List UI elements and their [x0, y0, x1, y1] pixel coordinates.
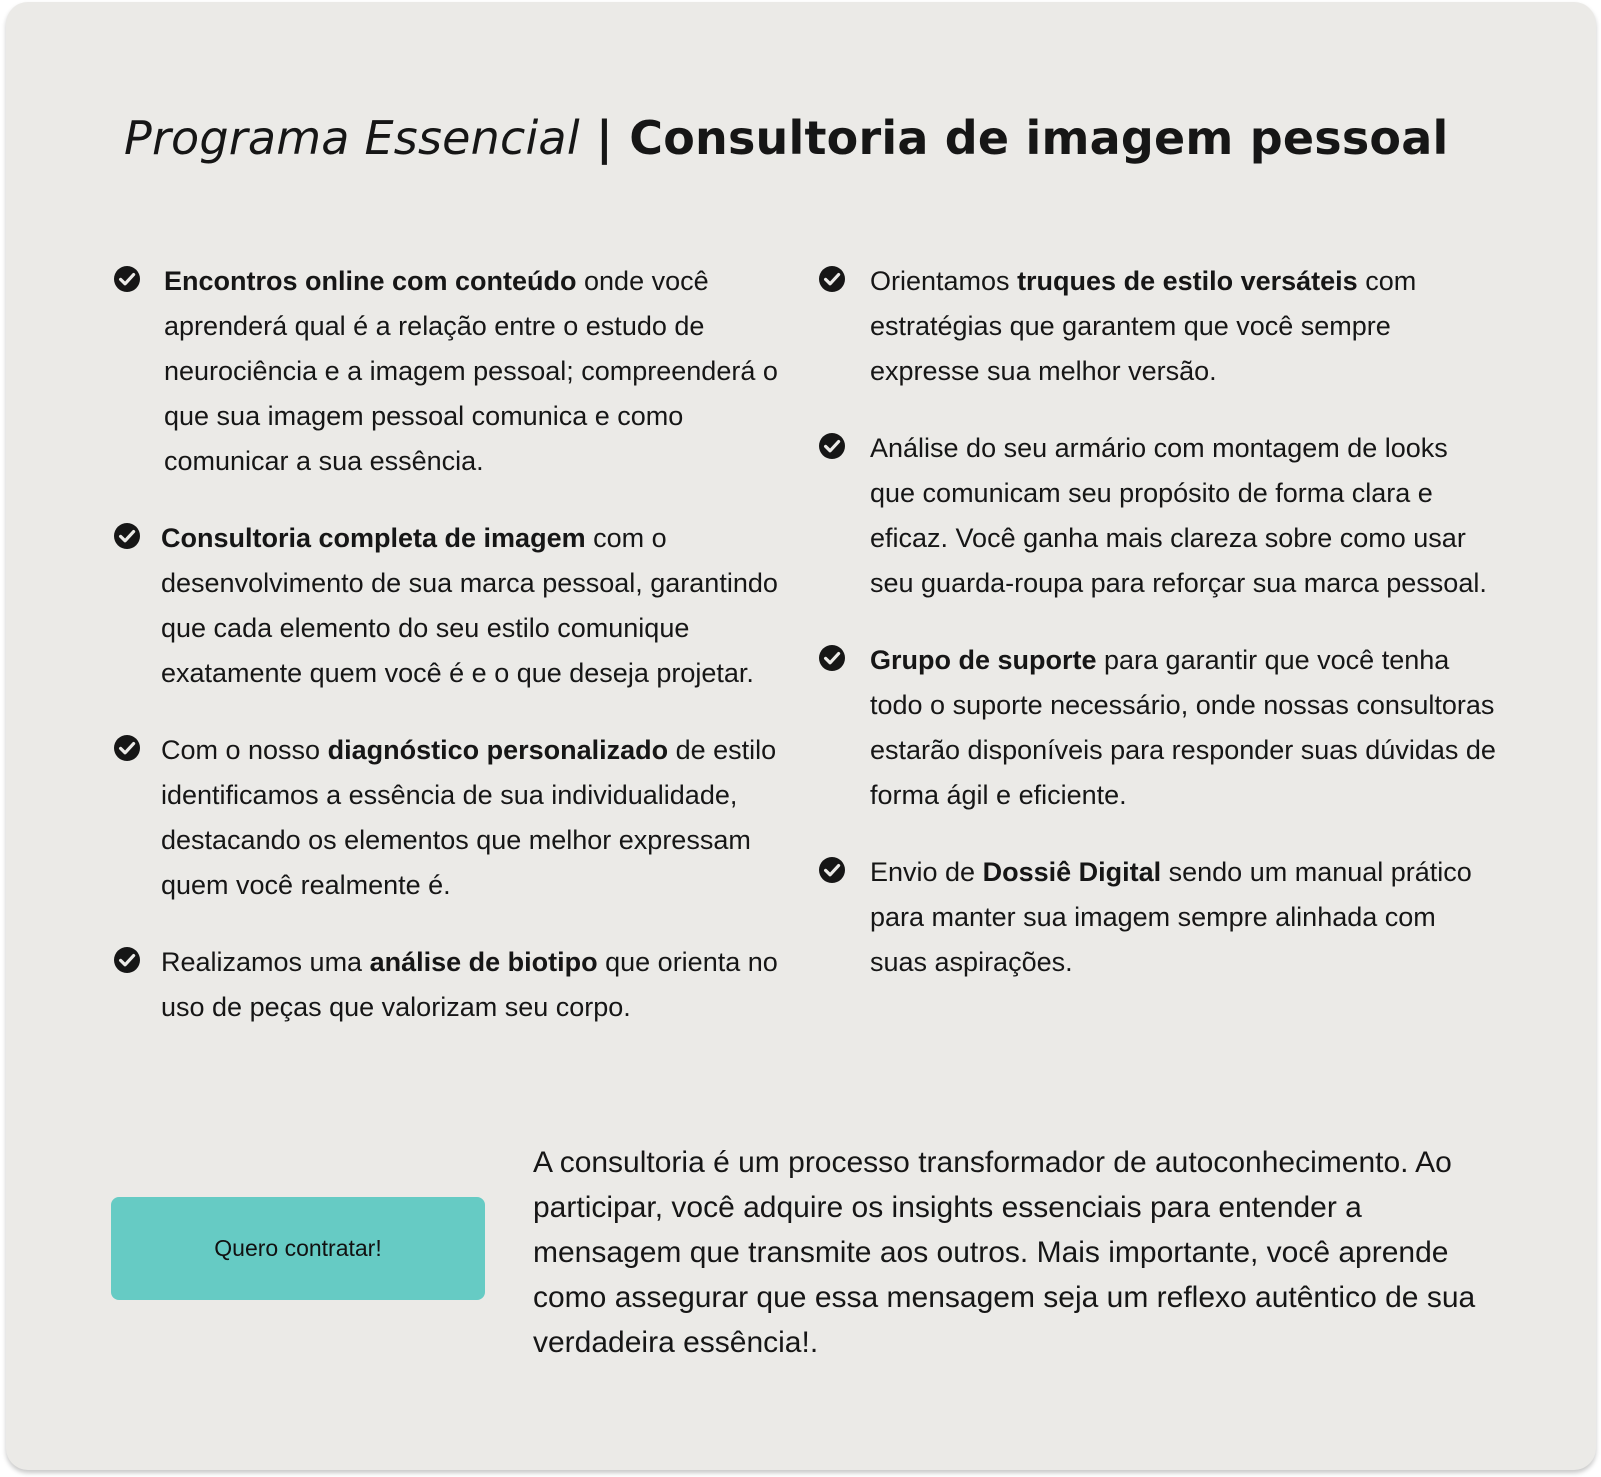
feature-item	[113, 259, 783, 484]
feature-text: Consultoria completa de imagem com o desenvolvimento de sua marca pessoal, garantindo que cada elemento do seu estilo comunique exatamente quem você é e o que deseja projetar.	[161, 523, 778, 688]
feature-text: Grupo de suporte para garantir que você tenha todo o suporte necessário, onde nossas consultoras estarão disponíveis para responder suas dúvidas de forma ágil e eficiente.	[870, 645, 1496, 810]
check-circle-icon	[113, 522, 141, 550]
feature-item	[818, 638, 1498, 818]
feature-text: Análise do seu armário com montagem de looks que comunicam seu propósito de forma clara e eficaz. Você ganha mais clareza sobre como usar seu guarda-roupa para reforçar sua marca pessoal.	[870, 433, 1487, 598]
feature-text: Encontros online com conteúdo onde você aprenderá qual é a relação entre o estudo de neurociência e a imagem pessoal; compreenderá o que sua imagem pessoal comunica e como comunicar a sua essência.	[164, 266, 778, 476]
hire-button[interactable]: Quero contratar!	[111, 1197, 485, 1300]
check-circle-icon	[818, 856, 846, 884]
feature-text: Envio de Dossiê Digital sendo um manual prático para manter sua imagem sempre alinhada com suas aspirações.	[870, 857, 1472, 977]
check-circle-icon	[113, 946, 141, 974]
feature-item	[818, 426, 1498, 606]
feature-item	[113, 516, 783, 696]
title-subtitle: Consultoria de imagem pessoal	[629, 111, 1449, 165]
check-circle-icon	[818, 644, 846, 672]
features-left-column	[113, 259, 783, 1062]
feature-item	[818, 850, 1498, 985]
feature-text: Realizamos uma análise de biotipo que orienta no uso de peças que valorizam seu corpo.	[161, 947, 778, 1022]
feature-text: Orientamos truques de estilo versáteis com estratégias que garantem que você sempre expresse sua melhor versão.	[870, 266, 1417, 386]
check-circle-icon	[818, 432, 846, 460]
page-title	[124, 108, 1544, 168]
title-separator: |	[596, 111, 614, 165]
check-circle-icon	[113, 265, 141, 293]
check-circle-icon	[113, 734, 141, 762]
feature-item	[113, 728, 783, 908]
summary-paragraph: A consultoria é um processo transformador de autoconhecimento. Ao participar, você adquire os insights essenciais para entender a mensagem que transmite aos outros. Mais importante, você aprende como assegurar que essa mensagem seja um reflexo autêntico de sua verdadeira essência!.	[533, 1146, 1476, 1359]
check-circle-icon	[818, 265, 846, 293]
features-right-column	[818, 259, 1498, 1017]
feature-text: Com o nosso diagnóstico personalizado de estilo identificamos a essência de sua individualidade, destacando os elementos que melhor expressam quem você realmente é.	[161, 735, 777, 900]
title-program-name: Programa Essencial	[124, 111, 580, 165]
feature-item	[113, 940, 783, 1030]
feature-item	[818, 259, 1498, 394]
